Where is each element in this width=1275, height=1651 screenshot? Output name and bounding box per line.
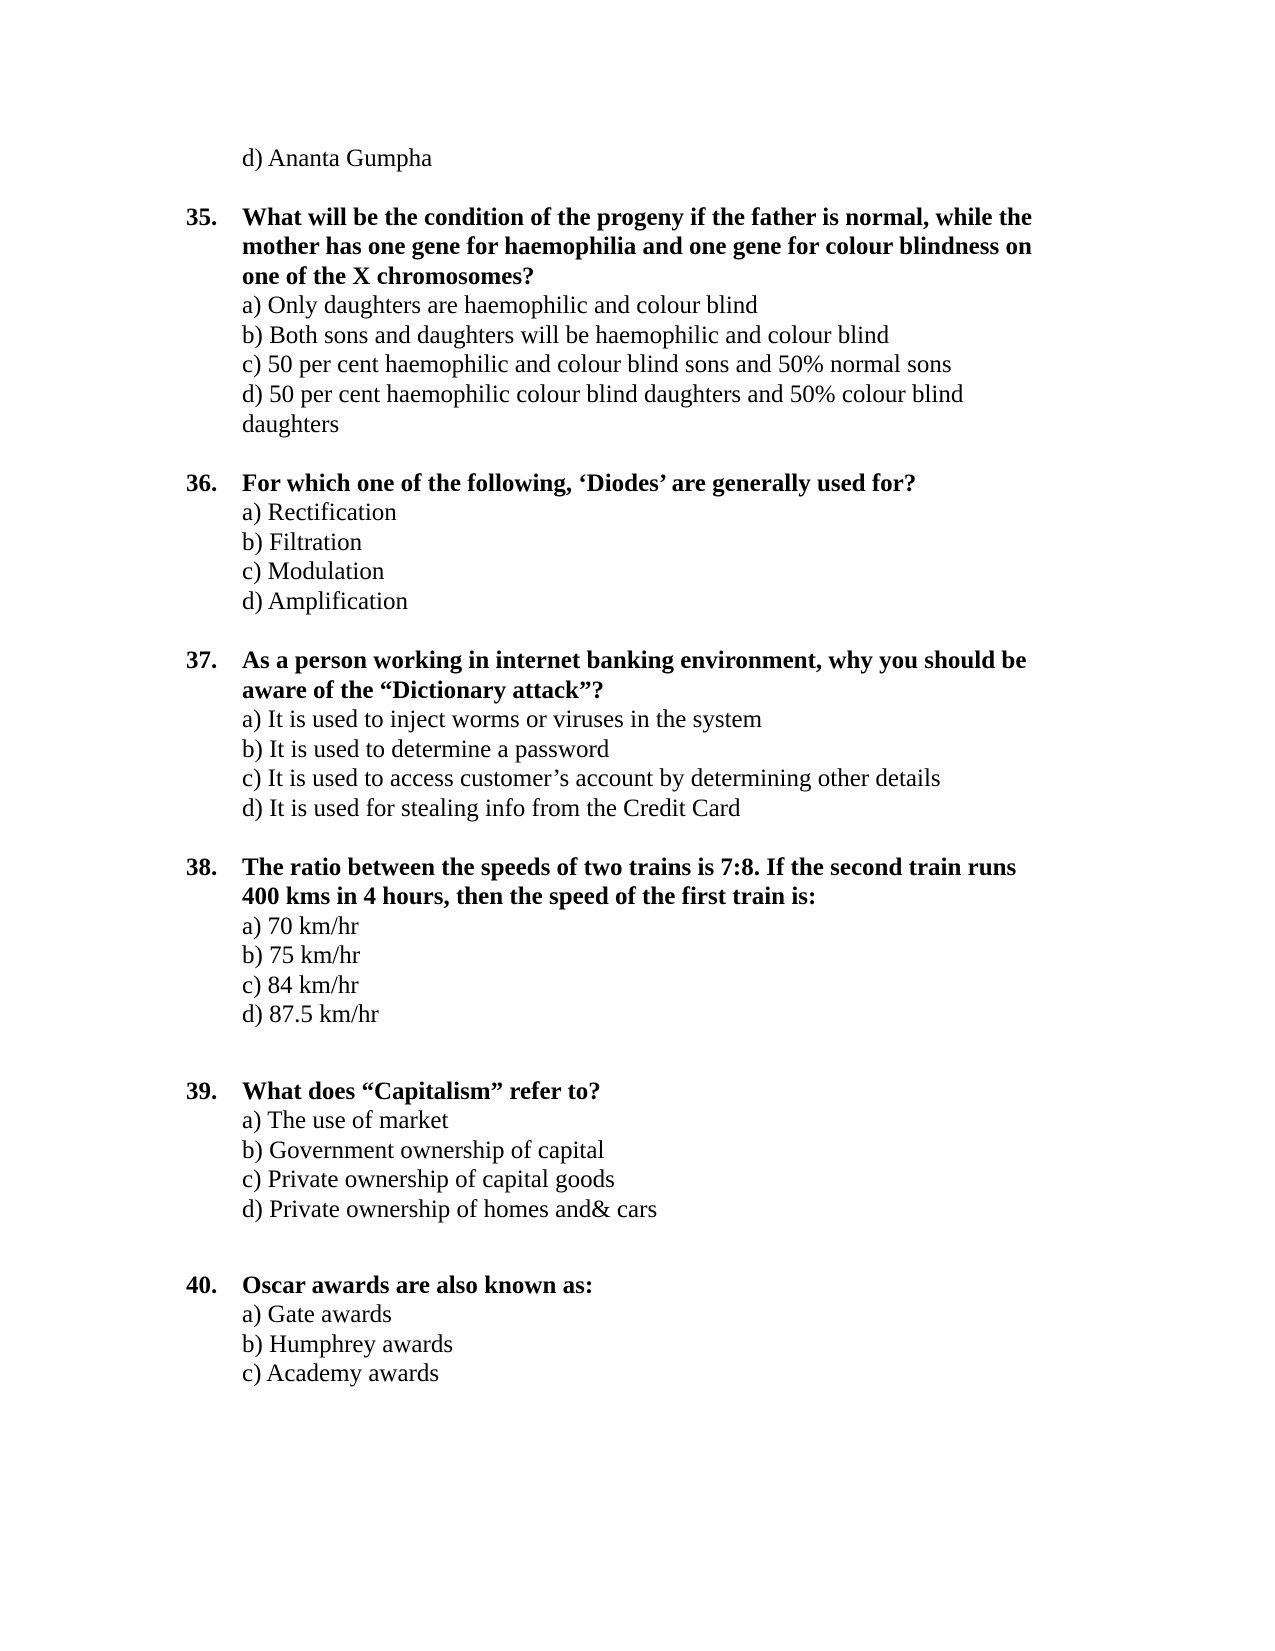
question-stem-line: The ratio between the speeds of two trains is 7:8. If the second train runs — [242, 854, 1017, 881]
answer-option: b) Both sons and daughters will be haemophilic and colour blind — [242, 322, 890, 349]
answer-option: d) It is used for stealing info from the Credit Card — [242, 795, 741, 822]
answer-option: d) Private ownership of homes and& cars — [242, 1196, 658, 1223]
question-stem-line: aware of the “Dictionary attack”? — [242, 677, 604, 704]
answer-option: c) It is used to access customer’s account by determining other details — [242, 765, 941, 792]
answer-option: c) Private ownership of capital goods — [242, 1166, 615, 1193]
carryover-option-d: d) Ananta Gumpha — [242, 145, 433, 172]
question-number: 35. — [186, 204, 218, 231]
question-number: 40. — [186, 1272, 218, 1299]
question-stem-line: What will be the condition of the progeny if the father is normal, while the — [242, 204, 1033, 231]
question-stem-line: What does “Capitalism” refer to? — [242, 1078, 601, 1105]
question-number: 36. — [186, 470, 218, 497]
answer-option: a) Gate awards — [242, 1301, 392, 1328]
answer-option: c) Modulation — [242, 558, 385, 585]
question-number: 39. — [186, 1078, 218, 1105]
answer-option: c) 50 per cent haemophilic and colour blind sons and 50% normal sons — [242, 351, 952, 378]
answer-option: a) The use of market — [242, 1107, 449, 1134]
question-stem-line: For which one of the following, ‘Diodes’ are generally used for? — [242, 470, 917, 497]
question-stem-line: one of the X chromosomes? — [242, 263, 535, 290]
answer-option: a) It is used to inject worms or viruses in the system — [242, 706, 763, 733]
question-number: 37. — [186, 647, 218, 674]
answer-option: b) 75 km/hr — [242, 942, 361, 969]
answer-option: d) 87.5 km/hr — [242, 1001, 379, 1028]
question-stem-line: Oscar awards are also known as: — [242, 1272, 594, 1299]
question-stem-line: As a person working in internet banking environment, why you should be — [242, 647, 1027, 674]
answer-option: d) Amplification — [242, 588, 408, 615]
answer-option: a) Rectification — [242, 499, 397, 526]
question-stem-line: mother has one gene for haemophilia and one gene for colour blindness on — [242, 233, 1032, 260]
answer-option: d) 50 per cent haemophilic colour blind daughters and 50% colour blind — [242, 381, 964, 408]
question-stem-line: 400 kms in 4 hours, then the speed of the first train is: — [242, 883, 817, 910]
question-number: 38. — [186, 854, 218, 881]
answer-option: c) Academy awards — [242, 1360, 440, 1387]
answer-option: b) Filtration — [242, 529, 363, 556]
answer-option: a) Only daughters are haemophilic and colour blind — [242, 292, 758, 319]
answer-option: b) It is used to determine a password — [242, 736, 610, 763]
answer-option: b) Government ownership of capital — [242, 1137, 605, 1164]
answer-option-continuation: daughters — [242, 411, 340, 438]
answer-option: c) 84 km/hr — [242, 972, 359, 999]
answer-option: b) Humphrey awards — [242, 1331, 454, 1358]
answer-option: a) 70 km/hr — [242, 913, 359, 940]
